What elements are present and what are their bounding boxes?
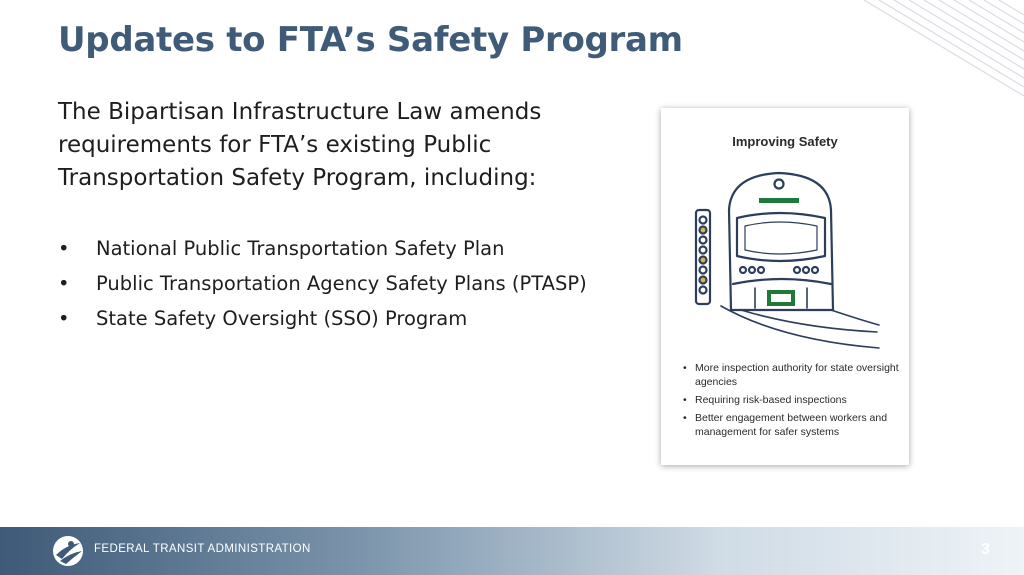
fta-logo-icon [52, 535, 84, 567]
corner-decoration [824, 0, 1024, 110]
bullet-symbol: • [683, 394, 687, 406]
train-front-with-signal-icon [691, 170, 881, 350]
footer-bar [0, 527, 1024, 575]
bullet-item [58, 234, 587, 269]
slide-title: Updates to FTA’s Safety Program [58, 20, 683, 60]
page-number: 3 [981, 541, 990, 558]
improving-safety-card [661, 108, 909, 465]
card-item-text: More inspection authority for state oversight agencies [695, 362, 899, 388]
bullet-text: State Safety Oversight (SSO) Program [96, 307, 468, 330]
bullet-item [58, 304, 587, 339]
bullet-symbol: • [58, 307, 70, 330]
bullet-list [58, 234, 587, 339]
bullet-symbol: • [683, 412, 687, 424]
bullet-symbol: • [58, 272, 70, 295]
bullet-text: Public Transportation Agency Safety Plans (PTASP) [96, 272, 587, 295]
card-list-item [683, 361, 899, 389]
bullet-text: National Public Transportation Safety Plan [96, 237, 505, 260]
bullet-item [58, 269, 587, 304]
bullet-symbol: • [683, 362, 687, 374]
intro-paragraph: The Bipartisan Infrastructure Law amends requirements for FTA’s existing Public Transportation Safety Program, including: [58, 99, 542, 191]
card-title: Improving Safety [732, 134, 838, 149]
agency-name: FEDERAL TRANSIT ADMINISTRATION [94, 543, 311, 555]
card-item-text: Requiring risk-based inspections [695, 394, 847, 406]
card-item-text: Better engagement between workers and management for safer systems [695, 412, 888, 438]
bullet-symbol: • [58, 237, 70, 260]
card-list-item [683, 411, 899, 439]
card-list [683, 361, 899, 443]
card-list-item [683, 393, 899, 407]
